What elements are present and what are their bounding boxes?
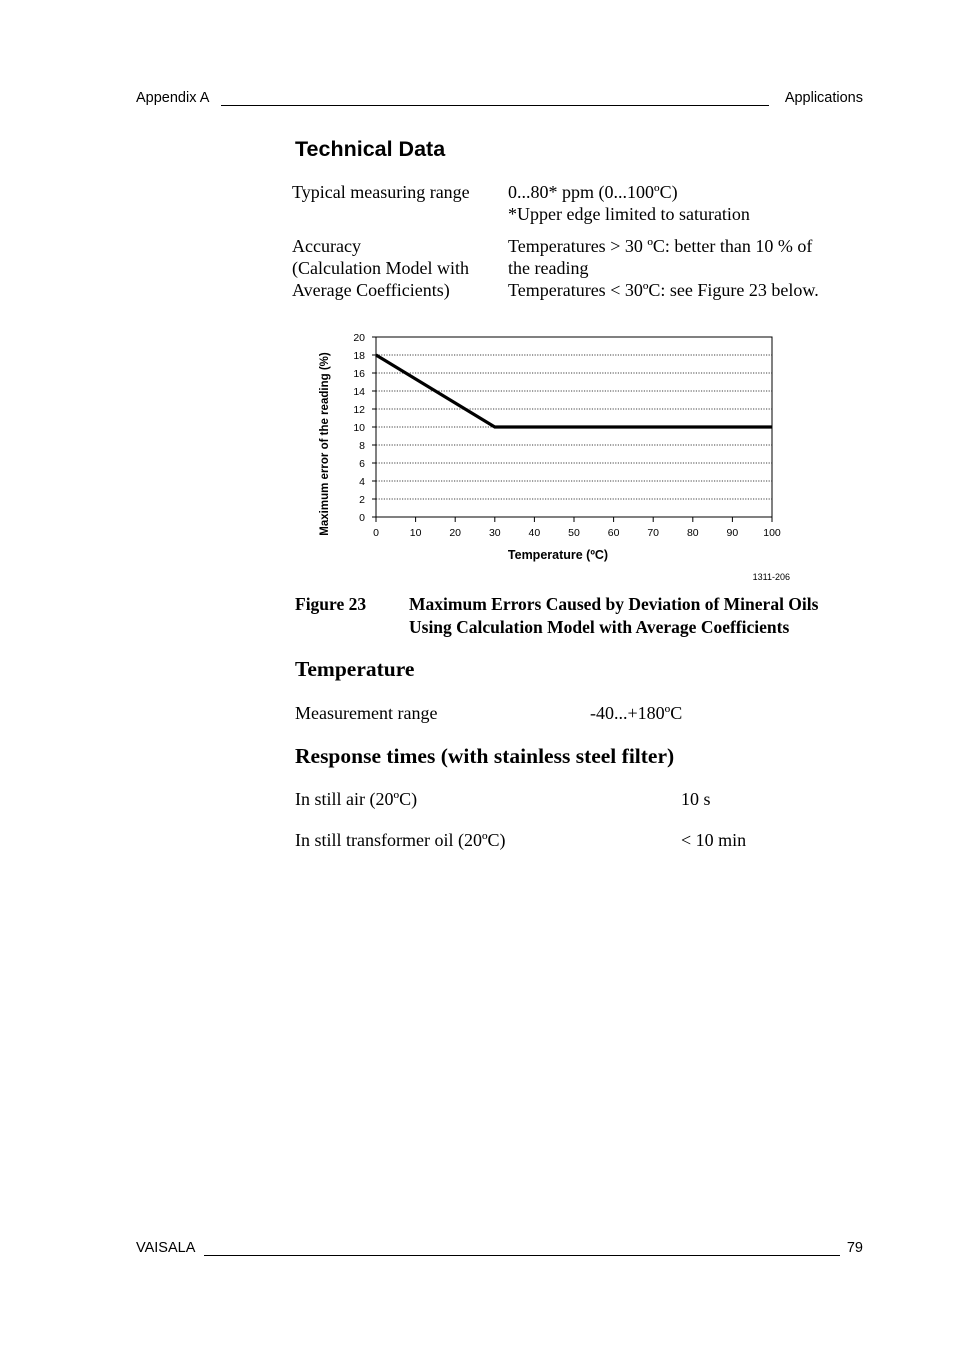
response-row-label: In still air (20ºC): [295, 789, 418, 809]
y-tick-label: 12: [353, 403, 365, 416]
header-right: Applications: [784, 90, 863, 106]
measurement-range-label: Measurement range: [295, 703, 438, 723]
figure-label: Figure 23: [295, 594, 367, 614]
response-row-value: 10 s: [681, 789, 711, 809]
y-tick-label: 4: [359, 475, 365, 488]
x-tick-label: 50: [568, 527, 580, 539]
x-tick-label: 0: [373, 527, 379, 539]
header-left: Appendix A: [136, 90, 210, 106]
footer-rule: [204, 1255, 840, 1256]
x-tick-label: 40: [528, 527, 541, 539]
figure-caption-2: Using Calculation Model with Average Coefficients: [409, 617, 790, 637]
response-row-value: < 10 min: [681, 830, 747, 850]
figure-code: 1311-206: [752, 572, 790, 582]
accuracy-value-1: Temperatures > 30 ºC: better than 10 % of: [508, 236, 813, 256]
accuracy-label-2: (Calculation Model with: [292, 258, 469, 278]
header-rule: [221, 105, 769, 106]
response-row-label: In still transformer oil (20ºC): [295, 830, 506, 850]
y-tick-label: 6: [359, 457, 365, 470]
x-tick-label: 10: [409, 527, 422, 539]
error-chart: [300, 322, 820, 592]
y-tick-label: 14: [353, 385, 365, 398]
x-tick-label: 100: [763, 527, 781, 539]
x-tick-label: 90: [726, 527, 739, 539]
range-label: Typical measuring range: [292, 182, 470, 202]
y-tick-label: 10: [353, 421, 365, 434]
footer-left: VAISALA: [136, 1240, 196, 1256]
y-tick-label: 2: [359, 493, 365, 506]
accuracy-label-3: Average Coefficients): [292, 280, 450, 300]
y-tick-label: 20: [353, 331, 365, 344]
range-value-1: 0...80* ppm (0...100ºC): [508, 182, 678, 202]
y-tick-label: 16: [353, 367, 365, 380]
figure-caption-1: Maximum Errors Caused by Deviation of Mineral Oils: [409, 594, 819, 614]
x-tick-label: 20: [449, 527, 462, 539]
range-value-2: *Upper edge limited to saturation: [508, 204, 750, 224]
section-title-technical-data: Technical Data: [295, 137, 446, 161]
measurement-range-value: -40...+180ºC: [590, 703, 683, 723]
x-axis-label: Temperature (ºC): [507, 548, 609, 562]
y-axis-label: Maximum error of the reading (%): [319, 352, 331, 536]
section-title-response-times: Response times (with stainless steel filter): [295, 744, 675, 768]
y-tick-label: 0: [359, 511, 365, 524]
x-tick-label: 70: [647, 527, 660, 539]
x-tick-label: 80: [686, 527, 699, 539]
x-tick-label: 60: [607, 527, 620, 539]
accuracy-value-2: the reading: [508, 258, 589, 278]
y-tick-label: 8: [359, 439, 365, 452]
x-tick-label: 30: [488, 527, 501, 539]
accuracy-label-1: Accuracy: [292, 236, 361, 256]
accuracy-value-3: Temperatures < 30ºC: see Figure 23 below.: [508, 280, 819, 300]
y-tick-label: 18: [353, 349, 365, 362]
page-number: 79: [846, 1240, 863, 1256]
section-title-temperature: Temperature: [295, 657, 415, 681]
